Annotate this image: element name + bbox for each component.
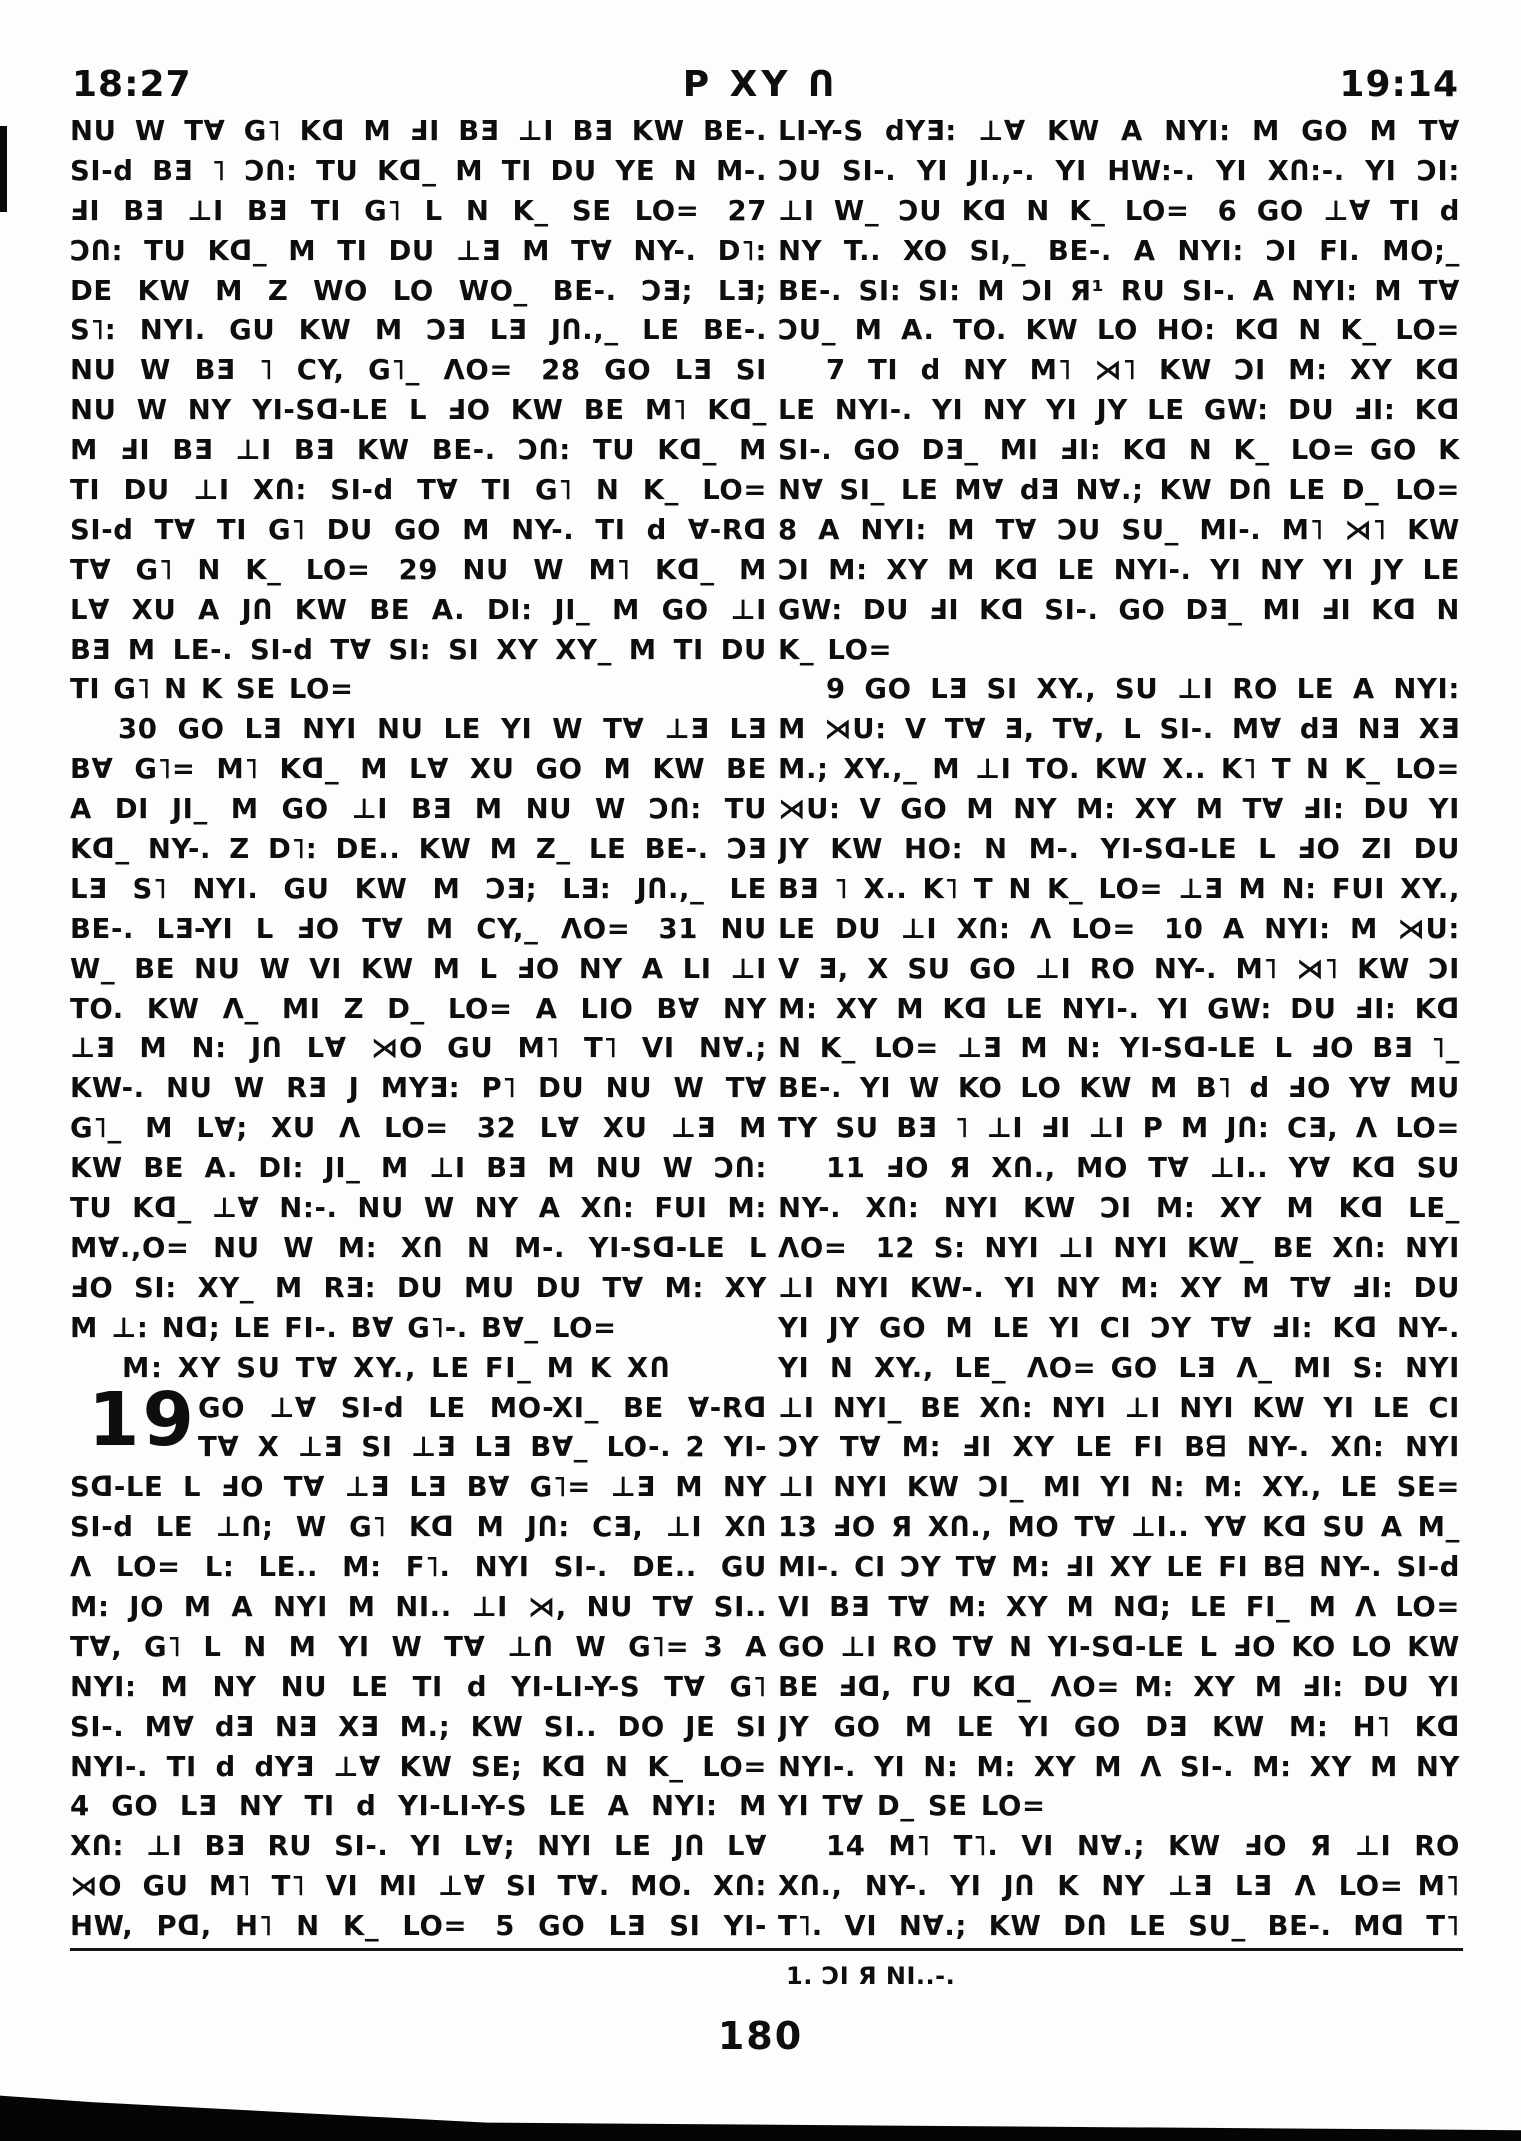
text-line: VI BƎ T∀ M: XY M Nᗡ; LE FI_ M Λ LO= [778, 1590, 1460, 1623]
text-line: NU W T∀ G˥ Kᗡ M ℲI BƎ ⊥I BƎ KW BE-. [70, 115, 767, 147]
text-line: V Ǝ, X SU GO ⊥I RO NY-. M˥ ⋊˥ KW ƆI [778, 952, 1460, 985]
text-line: ƆU SI-. YI JI.,-. YI HW:-. YI XՈ:-. YI ƆI: [778, 154, 1460, 187]
text-line: YI JY GO M LE YI CI ƆY T∀ ℲI: Kᗡ NY-. [778, 1311, 1460, 1344]
text-line: LE NYI-. YI NY YI JY LE GW: DU ℲI: Kᗡ [778, 394, 1460, 427]
text-line: M ⋊U: V T∀ Ǝ, T∀, L SI-. M∀ dƎ NƎ XƎ [778, 713, 1460, 746]
text-line: N∀ SI_ LE M∀ dƎ N∀.; KW DՈ LE D_ LO= [778, 474, 1460, 507]
text-line: ⊥I NYI KW ƆI_ MI YI N: M: XY., LE SE= [778, 1471, 1460, 1504]
text-line: 14 M˥ T˥. VI N∀.; KW ℲO Я ⊥I RO [826, 1830, 1460, 1863]
text-line: W_ BE NU W VI KW M L ℲO NY A LI ⊥I [70, 952, 767, 985]
header-book-title: P XY Ո [682, 64, 839, 105]
text-line: T∀, G˥ L N M YI W T∀ ⊥Ո W G˥= 3 A [70, 1630, 767, 1663]
text-line: LE DU ⊥I XՈ: Λ LO= 10 A NYI: M ⋊U: [778, 912, 1460, 945]
text-line: M ℲI BƎ ⊥I BƎ KW BE-. ƆՈ: TU Kᗡ_ M [70, 434, 767, 467]
text-line: NYI: M NY NU LE TI d YI-LI-Y-S T∀ G˥ [70, 1670, 767, 1703]
text-line: GO ⊥I RO T∀ N YI-Sᗡ-LE L ℲO KO LO KW [778, 1630, 1460, 1663]
text-line: ℲO SI: XY_ M RƎ: DU MU DU T∀ M: XY [70, 1271, 767, 1304]
text-line: LƎ S˥ NYI. GU KW M ƆƎ; LƎ: JՈ.,_ LE [70, 872, 767, 905]
text-line: XՈ: ⊥I BƎ RU SI-. YI L∀; NYI LE JՈ L∀ [70, 1830, 767, 1863]
text-line: NYI-. YI N: M: XY M Λ SI-. M: XY M NY [778, 1750, 1460, 1783]
header-verse-ref-left: 18:27 [72, 64, 192, 105]
section-heading-line: M: XY SU T∀ XY., LE FI_ M K XՈ [122, 1351, 672, 1384]
text-line: 8 A NYI: M T∀ ƆU SU_ MI-. M˥ ⋊˥ KW [778, 513, 1460, 546]
text-line: XՈ., NY-. YI JՈ K NY ⊥Ǝ LƎ Λ LO= M˥ [778, 1870, 1460, 1903]
text-line: M∀.,O= NU W M: XՈ N M-. YI-Sᗡ-LE L [70, 1231, 767, 1264]
text-line: ⋊U: V GO M NY M: XY M T∀ ℲI: DU YI [778, 793, 1460, 826]
text-line: Kᗡ_ NY-. Z D˥: DE.. KW M Z_ LE BE-. ƆƎ [70, 833, 767, 866]
text-line: ⊥Ǝ M N: JՈ L∀ ⋊O GU M˥ T˥ VI N∀.; [70, 1032, 767, 1065]
text-line: Sᗡ-LE L ℲO T∀ ⊥Ǝ LƎ B∀ G˥= ⊥Ǝ M NY [70, 1471, 767, 1504]
text-line: 19 GO ⊥∀ SI-d LE MO-XI_ BE ∀-Rᗡ [88, 1376, 767, 1463]
text-line: 30 GO LƎ NYI NU LE YI W T∀ ⊥Ǝ LƎ [118, 713, 767, 746]
text-line: 4 GO LƎ NY TI d YI-LI-Y-S LE A NYI: M [70, 1790, 767, 1823]
text-line: M.; XY.,_ M ⊥I TO. KW X.. K˥ T N K_ LO= [778, 753, 1460, 786]
text-line: NU W NY YI-Sᗡ-LE L ℲO KW BE M˥ Kᗡ_ [70, 394, 767, 427]
footnote: 1. ƆI Я NI..-. [786, 1962, 956, 1990]
scan-artifact-bottom-wedge [0, 2087, 1521, 2141]
text-line: SI-d BƎ ˥ ƆՈ: TU Kᗡ_ M TI DU YE N M-. [70, 154, 767, 187]
column-right [778, 112, 1460, 1947]
text-line: YI T∀ D_ SE LO= [778, 1790, 1046, 1823]
text-line: KW-. NU W RƎ J MYƎ: P˥ DU NU W T∀ [70, 1072, 767, 1105]
text-line: SI-d T∀ TI G˥ DU GO M NY-. TI d ∀-Rᗡ [70, 513, 767, 546]
text-line: M: JO M A NYI M NI.. ⊥I ⋊, NU T∀ SI.. [70, 1590, 767, 1623]
text-line: ƆY T∀ M: ℲI XY LE FI Bᗺ NY-. XՈ: NYI [778, 1431, 1460, 1464]
text-line: 9 GO LƎ SI XY., SU ⊥I RO LE A NYI: [826, 673, 1460, 706]
text-line: 7 TI d NY M˥ ⋊˥ KW ƆI M: XY Kᗡ [826, 354, 1460, 387]
scan-artifact-left-edge [0, 126, 7, 212]
text-line: M: XY M Kᗡ LE NYI-. YI GW: DU ℲI: Kᗡ [778, 992, 1460, 1025]
text-line: L∀ XU A JՈ KW BE A. DI: JI_ M GO ⊥I [70, 593, 767, 626]
page-number: 180 [717, 2014, 804, 2058]
text-line: G˥_ M L∀; XU Λ LO= 32 L∀ XU ⊥Ǝ M [70, 1112, 767, 1145]
text-line: T˥. VI N∀.; KW DՈ LE SU_ BE-. Mᗡ T˥ [778, 1910, 1460, 1943]
footnote-separator-rule [70, 1948, 1463, 1951]
text-line: ƆՈ: TU Kᗡ_ M TI DU ⊥Ǝ M T∀ NY-. D˥: [70, 234, 767, 267]
text-line: NY-. XՈ: NYI KW ƆI M: XY M Kᗡ LE_ [778, 1192, 1460, 1225]
text-line: TI G˥ N K SE LO= [70, 673, 354, 706]
chapter-number-dropcap: 19 [88, 1376, 197, 1463]
text-line: 11 ℲO Я XՈ., MO T∀ ⊥I.. Y∀ Kᗡ SU [826, 1152, 1460, 1185]
text-line: ℲI BƎ ⊥I BƎ TI G˥ L N K_ SE LO= 27 [70, 194, 767, 227]
text-line: BE-. LƎ-YI L ℲO T∀ M CY,_ ΛO= 31 NU [70, 912, 767, 945]
text-line: SI-. M∀ dƎ NƎ XƎ M.; KW SI.. DO JE SI [70, 1710, 767, 1743]
text-line: BE-. SI: SI: M ƆI Я¹ RU SI-. A NYI: M T∀ [778, 274, 1460, 307]
text-line: LI-Y-S dYƎ: ⊥∀ KW A NYI: M GO M T∀ [778, 115, 1460, 147]
header-verse-ref-right: 19:14 [1339, 64, 1459, 105]
text-line: YI N XY., LE_ ΛO= GO LƎ Λ_ MI S: NYI [778, 1351, 1460, 1384]
text-line: TI DU ⊥I XՈ: SI-d T∀ TI G˥ N K_ LO= [70, 474, 767, 507]
text-line: ⊥I NYI KW-. YI NY M: XY M T∀ ℲI: DU [778, 1271, 1460, 1304]
column-left [70, 112, 767, 1947]
text-line: JY KW HO: N M-. YI-Sᗡ-LE L ℲO ZI DU [778, 833, 1460, 866]
text-line: Λ LO= L: LE.. M: F˥. NYI SI-. DE.. GU [70, 1551, 767, 1584]
text-line: B∀ G˥= M˥ Kᗡ_ M L∀ XU GO M KW BE [70, 753, 767, 786]
text-line: KW BE A. DI: JI_ M ⊥I BƎ M NU W ƆՈ: [70, 1152, 767, 1185]
text-line: HW, Pᗡ, H˥ N K_ LO= 5 GO LƎ SI YI- [70, 1910, 767, 1943]
text-line: SI-d LE ⊥Ո; W G˥ Kᗡ M JՈ: CƎ, ⊥I XՈ [70, 1511, 767, 1544]
text-line: MI-. CI ƆY T∀ M: ℲI XY LE FI Bᗺ NY-. SI-d [778, 1551, 1460, 1584]
text-line: ⋊O GU M˥ T˥ VI MI ⊥∀ SI T∀. MO. XՈ: [70, 1870, 767, 1903]
text-line: ΛO= 12 S: NYI ⊥I NYI KW_ BE XՈ: NYI [778, 1231, 1460, 1264]
text-line: BE-. YI W KO LO KW M B˥ d ℲO Y∀ MU [778, 1072, 1460, 1105]
text-line: ƆI M: XY M Kᗡ LE NYI-. YI NY YI JY LE [778, 553, 1460, 586]
text-line: ƆU_ M A. TO. KW LO HO: Kᗡ N K_ LO= [778, 314, 1460, 347]
text-line: JY GO M LE YI GO DƎ KW M: H˥ Kᗡ [778, 1710, 1460, 1743]
running-header [0, 64, 1521, 108]
text-line: A DI JI_ M GO ⊥I BƎ M NU W ƆՈ: TU [70, 793, 767, 826]
text-line: BE Ⅎᗡ, ΓU Kᗡ_ ΛO= M: XY M ℲI: DU YI [778, 1670, 1460, 1703]
text-line: ⊥I W_ ƆU Kᗡ N K_ LO= 6 GO ⊥∀ TI d [778, 194, 1460, 227]
text-line: T∀ X ⊥Ǝ SI ⊥Ǝ LƎ B∀_ LO-. 2 YI- [198, 1431, 767, 1464]
text-line: NU W BƎ ˥ CY, G˥_ ΛO= 28 GO LƎ SI [70, 354, 767, 387]
text-line: N K_ LO= ⊥Ǝ M N: YI-Sᗡ-LE L ℲO BƎ ˥_ [778, 1032, 1460, 1065]
text-line: NY T.. XO SI,_ BE-. A NYI: ƆI FI. MO;_ [778, 234, 1460, 267]
text-line: 13 ℲO Я XՈ., MO T∀ ⊥I.. Y∀ Kᗡ SU A M_ [778, 1511, 1460, 1544]
text-line: NYI-. TI d dYƎ ⊥∀ KW SE; Kᗡ N K_ LO= [70, 1750, 767, 1783]
text-line: TU Kᗡ_ ⊥∀ N:-. NU W NY A XՈ: FUI M: [70, 1192, 767, 1225]
text-line: T∀ G˥ N K_ LO= 29 NU W M˥ Kᗡ_ M [70, 553, 767, 586]
text-line: TY SU BƎ ˥ ⊥I ℲI ⊥I P M JՈ: CƎ, Λ LO= [778, 1112, 1460, 1145]
text-line: S˥: NYI. GU KW M ƆƎ LƎ JՈ.,_ LE BE-. [70, 314, 767, 347]
text-line: M ⊥: Nᗡ; LE FI-. B∀ G˥-. B∀_ LO= [70, 1311, 617, 1344]
text-line: BƎ M LE-. SI-d T∀ SI: SI XY XY_ M TI DU [70, 633, 767, 666]
text-line: SI-. GO DƎ_ MI ℲI: Kᗡ N K_ LO= GO K [778, 434, 1460, 467]
text-line: TO. KW Λ_ MI Z D_ LO= A LIO B∀ NY [70, 992, 767, 1025]
text-line: K_ LO= [778, 633, 893, 666]
text-line: DE KW M Z WO LO WO_ BE-. ƆƎ; LƎ; [70, 274, 767, 307]
text-line: ⊥I NYI_ BE XՈ: NYI ⊥I NYI KW YI LE CI [778, 1391, 1460, 1424]
text-line: GW: DU ℲI Kᗡ SI-. GO DƎ_ MI ℲI Kᗡ N [778, 593, 1460, 626]
text-line: BƎ ˥ X.. K˥ T N K_ LO= ⊥Ǝ M N: FUI XY., [778, 872, 1460, 905]
